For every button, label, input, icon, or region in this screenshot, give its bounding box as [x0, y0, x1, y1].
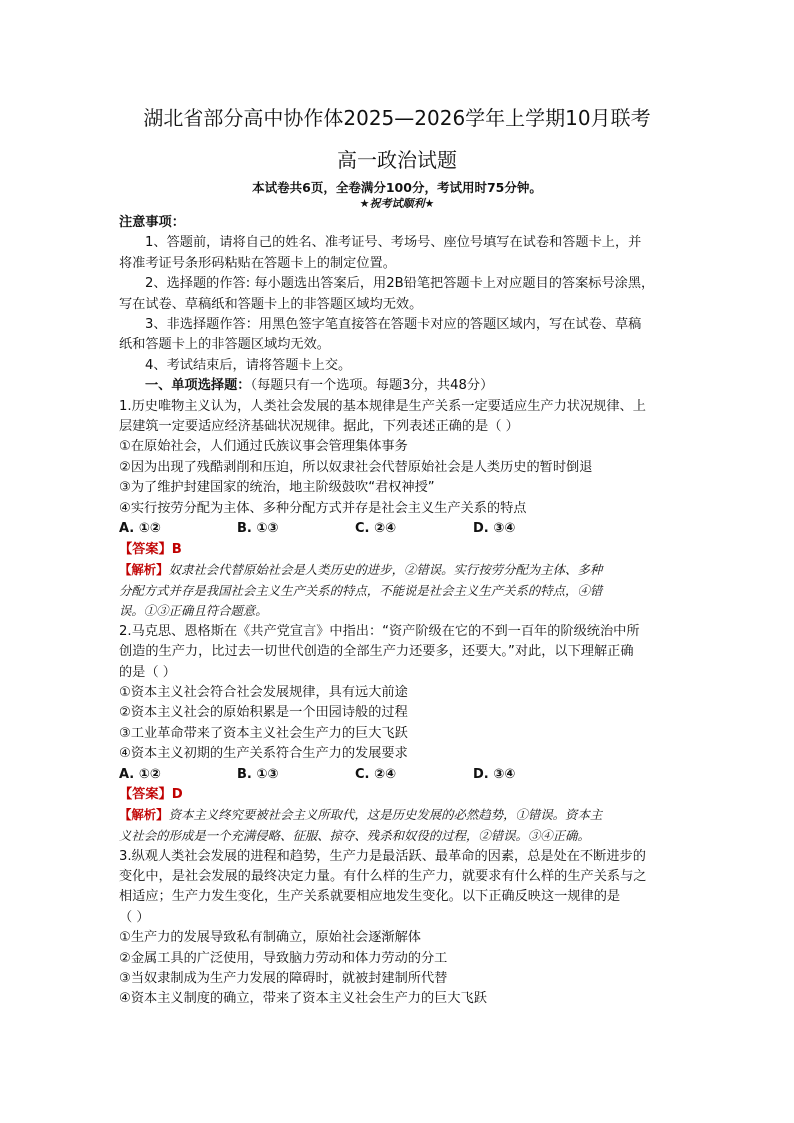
- question-stem: 2.马克思、恩格斯在《共产党宣言》中指出：“资产阶级在它的不到一百年的阶级统治中所: [119, 623, 640, 639]
- answer-label: 【答案】B: [119, 541, 182, 557]
- analysis-text: 资本主义终究要被社会主义所取代，这是历史发展的必然趋势，①错误。资本主: [168, 807, 603, 823]
- question-3: [119, 847, 677, 1010]
- section-desc: （每题只有一个选项。每题3分，共48分）: [250, 378, 494, 394]
- question-stem: （ ）: [119, 909, 150, 925]
- answer-label: 【答案】D: [119, 786, 183, 802]
- exam-title: 湖北省部分高中协作体2025—2026学年上学期10月联考: [143, 106, 651, 130]
- question-1: [119, 397, 677, 622]
- question-item: ①资本主义社会符合社会发展规律，具有远大前途: [119, 684, 408, 700]
- analysis-tag: 【解析】: [119, 807, 169, 823]
- analysis-text: 奴隶社会代替原始社会是人类历史的进步，②错误。实行按劳分配为主体、多种: [168, 561, 603, 577]
- question-item: ①在原始社会，人们通过氏族议事会管理集体事务: [119, 439, 408, 455]
- analysis-line: 分配方式并存是我国社会主义生产关系的特点，不能说是社会主义生产关系的特点，④错: [119, 582, 603, 598]
- question-stem: 层建筑一定要适应经济基础状况规律。据此，下列表述正确的是（ ）: [119, 419, 519, 435]
- analysis-line: [119, 560, 677, 581]
- notice-heading: 注意事项：: [119, 215, 185, 230]
- option-c: C. ②④: [355, 521, 397, 537]
- option-a: A. ①②: [119, 521, 161, 537]
- exam-body: [119, 213, 677, 1010]
- question-stem: 的是（ ）: [119, 664, 176, 680]
- question-item: ③工业革命带来了资本主义社会生产力的巨大飞跃: [119, 725, 408, 741]
- question-item: ①生产力的发展导致私有制确立，原始社会逐渐解体: [119, 930, 421, 946]
- question-stem: 变化中，是社会发展的最终决定力量。有什么样的生产力，就要求有什么样的生产关系与之: [119, 868, 647, 884]
- notice-line: 将准考证号条形码粘贴在答题卡上的制定位置。: [119, 255, 396, 271]
- option-d: D. ③④: [473, 766, 516, 782]
- question-item: ②资本主义社会的原始积累是一个田园诗般的过程: [119, 705, 408, 721]
- notice-line: 4、考试结束后，请将答题卡上交。: [145, 357, 352, 373]
- section-label: 一、单项选择题：: [145, 378, 251, 394]
- question-2: [119, 622, 677, 847]
- exam-info: 本试卷共6页，全卷满分100分，考试用时75分钟。: [252, 180, 542, 195]
- option-c: C. ②④: [355, 766, 397, 782]
- notice-line: 3、非选择题作答：用黑色签字笔直接答在答题卡对应的答题区域内，写在试卷、草稿: [145, 317, 642, 333]
- option-b: B. ①③: [237, 521, 279, 537]
- question-item: ④资本主义制度的确立，带来了资本主义社会生产力的巨大飞跃: [119, 991, 487, 1007]
- question-item: ④实行按劳分配为主体、多种分配方式并存是社会主义生产关系的特点: [119, 500, 527, 516]
- option-a: A. ①②: [119, 766, 161, 782]
- notice-line: 写在试卷、草稿纸和答题卡上的非答题区域均无效。: [119, 296, 423, 312]
- analysis-line: 误。①③正确且符合题意。: [119, 603, 268, 619]
- question-item: ②金属工具的广泛使用，导致脑力劳动和体力劳动的分工: [119, 950, 448, 966]
- analysis-line: [119, 805, 677, 826]
- question-options: [119, 519, 677, 539]
- notice-line: 2、选择题的作答: 每小题选出答案后，用2B铅笔把答题卡上对应题目的答案标号涂黑，: [145, 276, 655, 292]
- question-stem: 创造的生产力，比过去一切世代创造的全部生产力还要多，还要大。”对此，以下理解正确: [119, 644, 634, 660]
- option-d: D. ③④: [473, 521, 516, 537]
- exam-subtitle: 高一政治试题: [337, 148, 457, 172]
- question-stem: 相适应；生产力发生变化，生产关系就要相应地发生变化。以下正确反映这一规律的是: [119, 889, 621, 905]
- question-item: ④资本主义初期的生产关系符合生产力的发展要求: [119, 746, 408, 762]
- question-stem: 3.纵观人类社会发展的进程和趋势，生产力是最活跃、最革命的因素，总是处在不断进步的: [119, 848, 646, 864]
- section-heading: [119, 376, 677, 396]
- analysis-tag: 【解析】: [119, 561, 169, 577]
- option-b: B. ①③: [237, 766, 279, 782]
- question-item: ③当奴隶制成为生产力发展的障碍时，就被封建制所代替: [119, 970, 448, 986]
- question-options: [119, 765, 677, 785]
- notice-line: 1、答题前，请将自己的姓名、准考证号、考场号、座位号填写在试卷和答题卡上，并: [145, 235, 642, 251]
- analysis-line: 义社会的形成是一个充满侵略、征服、掠夺、残杀和奴役的过程，②错误。③④正确。: [119, 827, 590, 843]
- exam-wish: ★祝考试顺利★: [359, 197, 435, 210]
- notice-line: 纸和答题卡上的非答题区域均无效。: [119, 337, 330, 353]
- question-stem: 1.历史唯物主义认为，人类社会发展的基本规律是生产关系一定要适应生产力状况规律、上: [119, 398, 646, 414]
- question-item: ②因为出现了残酷剥削和压迫，所以奴隶社会代替原始社会是人类历史的暂时倒退: [119, 459, 593, 475]
- question-item: ③为了维护封建国家的统治，地主阶级鼓吹“君权神授”: [119, 480, 435, 496]
